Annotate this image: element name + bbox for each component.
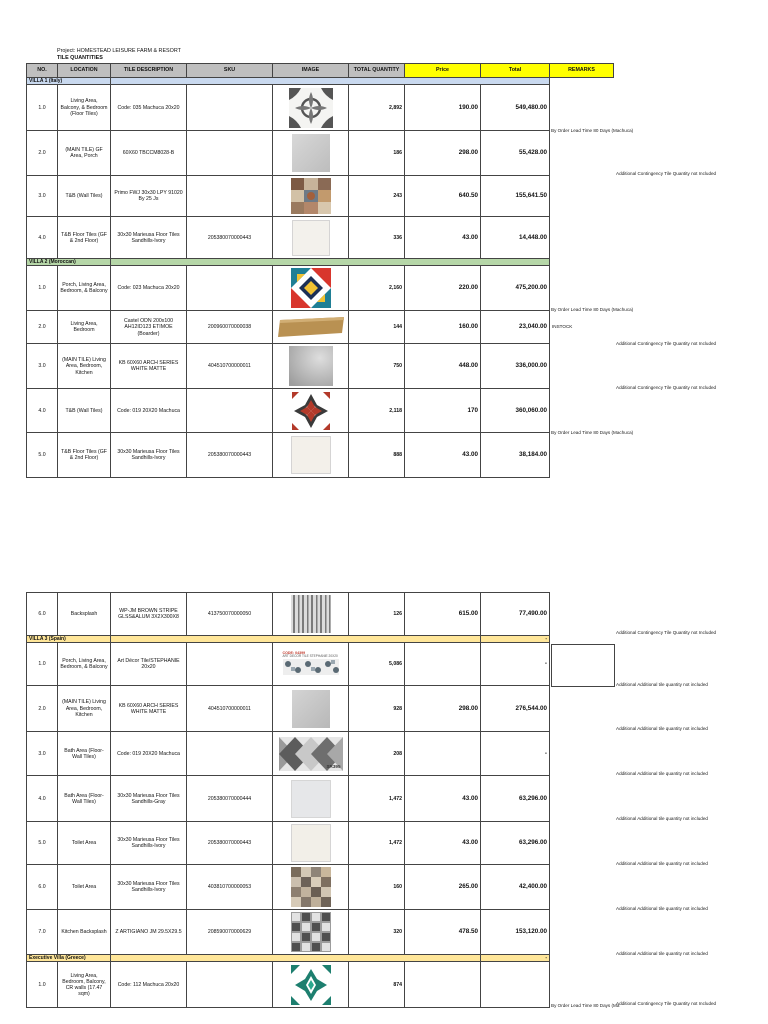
row-price: 265.00	[405, 865, 481, 910]
row-total: 77,490.00	[481, 593, 550, 636]
row-sku: 205380070000443	[187, 822, 273, 865]
row-description: Z ARTIGIANO JM 29.5X29.5	[111, 910, 187, 955]
row-description: Code: 019 20X20 Machuca	[111, 732, 187, 776]
row-quantity: 186	[349, 131, 405, 176]
section-row	[27, 259, 614, 266]
row-image	[273, 266, 349, 311]
remark-contingency: Additional Contingency Tile Quantity not Included	[616, 171, 717, 176]
table-row	[27, 776, 614, 822]
row-total: 23,040.00	[481, 311, 550, 344]
table-row	[27, 389, 614, 433]
wood-plank-tile-image	[278, 317, 344, 337]
row-quantity: 928	[349, 686, 405, 732]
row-description: 30x30 Marieusa Floor Tiles Sandhills-Ivory	[111, 433, 187, 478]
table-row	[27, 686, 614, 732]
row-description: Castel ODN 200x100 AH12ID123 ETIMOE (Boarder)	[111, 311, 187, 344]
gray-matte-tile-image	[292, 690, 330, 728]
remark-additional: Additional Additional tile quantity not included	[616, 906, 708, 911]
row-location: Living Area, Bedroom, Balcony, CR walls (17.47 sqm)	[58, 962, 111, 1008]
row-total: 63,296.00	[481, 822, 550, 865]
gray-geometric-tile-image	[279, 737, 343, 771]
table-row	[27, 85, 614, 131]
mosaic-square-tile-image	[291, 912, 331, 952]
row-no: 4.0	[27, 389, 58, 433]
row-description: Code: 035 Machuca 20x20	[111, 85, 187, 131]
ivory-tile-image	[291, 436, 331, 474]
row-price: 298.00	[405, 686, 481, 732]
row-price: 43.00	[405, 433, 481, 478]
row-image	[273, 732, 349, 776]
row-total: -	[481, 732, 550, 776]
row-location: Bath Area (Floor-Wall Tiles)	[58, 732, 111, 776]
row-description: 30x30 Marieusa Floor Tiles Sandhills-Ivory	[111, 822, 187, 865]
section-title-executive: Executive Villa (Greece)	[27, 955, 111, 962]
row-location: (MAIN TILE) Living Area, Bedroom, Kitchen	[58, 344, 111, 389]
row-image	[273, 433, 349, 478]
row-no: 3.0	[27, 176, 58, 217]
row-price: 615.00	[405, 593, 481, 636]
row-description: 30x30 Marieusa Floor Tiles Sandhills-Ivory	[111, 217, 187, 259]
row-no: 5.0	[27, 433, 58, 478]
row-total: 549,480.00	[481, 85, 550, 131]
row-price: 43.00	[405, 217, 481, 259]
remark-lead-time: By Order Lead Time 80 Days (Machuca)	[551, 430, 634, 435]
section-fill	[111, 636, 481, 643]
row-quantity: 5,086	[349, 643, 405, 686]
row-image	[273, 311, 349, 344]
row-location: Bath Area (Floor-Wall Tiles)	[58, 776, 111, 822]
section-dash: -	[481, 636, 550, 643]
patchwork-tile-image	[291, 867, 331, 907]
row-total: 475,200.00	[481, 266, 550, 311]
col-quantity: TOTAL QUANTITY	[349, 64, 405, 78]
row-sku	[187, 962, 273, 1008]
table-row	[27, 732, 614, 776]
row-image	[273, 865, 349, 910]
section-title-villa2: VILLA 2 (Moroccan)	[27, 259, 111, 266]
row-sku: 413750070000050	[187, 593, 273, 636]
row-description: KB 60X60 ARCH SERIES WHITE MATTE	[111, 344, 187, 389]
rustic-mosaic-tile-image	[291, 178, 331, 214]
row-price: 43.00	[405, 822, 481, 865]
row-quantity: 1,472	[349, 776, 405, 822]
row-sku	[187, 176, 273, 217]
table-row	[27, 593, 614, 636]
row-sku: 403810700000053	[187, 865, 273, 910]
table-row	[27, 822, 614, 865]
row-sku	[187, 131, 273, 176]
ivory-tile-image	[291, 824, 331, 862]
row-no: 2.0	[27, 311, 58, 344]
row-sku	[187, 643, 273, 686]
stephanie-tile-image	[283, 651, 339, 677]
row-quantity: 888	[349, 433, 405, 478]
row-no: 1.0	[27, 643, 58, 686]
row-price	[405, 643, 481, 686]
row-image	[273, 686, 349, 732]
row-sku	[187, 85, 273, 131]
row-quantity: 2,118	[349, 389, 405, 433]
teal-star-tile-image	[291, 965, 331, 1005]
row-sku: 205380070000444	[187, 776, 273, 822]
tile-code: CODE: 04399	[282, 651, 306, 656]
col-location: LOCATION	[58, 64, 111, 78]
gray-arch-tile-image	[289, 346, 333, 386]
floral-pattern-tile-image	[289, 88, 333, 128]
row-price: 43.00	[405, 776, 481, 822]
stephanie-pattern-icon	[283, 659, 339, 675]
col-description: TILE DESCRIPTION	[111, 64, 187, 78]
section-row	[27, 955, 614, 962]
section-title-villa1: VILLA 1 (Italy)	[27, 78, 111, 85]
row-sku	[187, 389, 273, 433]
row-quantity: 336	[349, 217, 405, 259]
table-row	[27, 131, 614, 176]
row-no: 3.0	[27, 344, 58, 389]
row-quantity: 320	[349, 910, 405, 955]
row-no: 1.0	[27, 962, 58, 1008]
row-sku	[187, 266, 273, 311]
row-total: 276,544.00	[481, 686, 550, 732]
row-total: -	[481, 643, 550, 686]
row-total: 42,400.00	[481, 865, 550, 910]
row-sku: 205380070000443	[187, 217, 273, 259]
col-no: NO.	[27, 64, 58, 78]
row-location: Porch, Living Area, Bedroom, & Balcony	[58, 643, 111, 686]
remark-additional: Additional Additional tile quantity not included	[616, 771, 708, 776]
remark-contingency: Additional Contingency Tile Quantity not Included	[616, 1001, 717, 1006]
row-description: Art Décor Tile/STEPHANIE 20x20	[111, 643, 187, 686]
row-sku: 205380070000443	[187, 433, 273, 478]
remark-additional: Additional Additional tile quantity not included	[616, 726, 708, 731]
table-row	[27, 344, 614, 389]
row-price: 170	[405, 389, 481, 433]
red-star-tile-image	[292, 392, 330, 430]
row-location: Porch, Living Area, Bedroom, & Balcony	[58, 266, 111, 311]
row-price: 298.00	[405, 131, 481, 176]
tile-caption: ART DECOR TILE STEPHANIE 20X20	[282, 654, 338, 659]
row-location: T&B (Wall Tiles)	[58, 389, 111, 433]
table-row	[27, 865, 614, 910]
row-no: 4.0	[27, 217, 58, 259]
row-location: T&B Floor Tiles (GF & 2nd Floor)	[58, 433, 111, 478]
row-total: 360,060.00	[481, 389, 550, 433]
row-location: T&B (Wall Tiles)	[58, 176, 111, 217]
row-total: 38,184.00	[481, 433, 550, 478]
tile-table-page-2	[26, 592, 614, 1008]
row-image	[273, 643, 349, 686]
row-price	[405, 732, 481, 776]
row-location: (MAIN TILE) Living Area, Bedroom, Kitchen	[58, 686, 111, 732]
col-sku: SKU	[187, 64, 273, 78]
remark-lead-time: By Order Lead Time 80 Days (Ma	[551, 1003, 620, 1008]
row-description: Code: 112 Machuca 20x20	[111, 962, 187, 1008]
tile-table-page-1	[26, 63, 614, 478]
row-total: 153,120.00	[481, 910, 550, 955]
table-row	[27, 217, 614, 259]
col-remarks: REMARKS	[550, 64, 614, 78]
row-location: (MAIN TILE) GF Area, Porch	[58, 131, 111, 176]
row-sku: 200960070000038	[187, 311, 273, 344]
row-no: 6.0	[27, 593, 58, 636]
row-image	[273, 776, 349, 822]
section-title-villa3: VILLA 3 (Spain)	[27, 636, 111, 643]
remark-lead-time: By Order Lead Time 80 Days (Machuca)	[551, 128, 634, 133]
section-row	[27, 78, 614, 85]
row-total: 55,428.00	[481, 131, 550, 176]
row-no: 7.0	[27, 910, 58, 955]
row-location: Kitchen Backsplash	[58, 910, 111, 955]
moroccan-geometric-tile-image	[291, 268, 331, 308]
row-sku: 404510700000011	[187, 686, 273, 732]
remark-lead-time: By Order Lead Time 80 Days (Machuca)	[551, 307, 634, 312]
table-row	[27, 266, 614, 311]
row-total: 336,000.00	[481, 344, 550, 389]
light-gray-tile-image	[291, 780, 331, 818]
row-location: Toilet Area	[58, 822, 111, 865]
remark-contingency: Additional Contingency Tile Quantity not Included	[616, 385, 717, 390]
col-total: Total	[481, 64, 550, 78]
section-fill	[111, 78, 550, 85]
row-total: 155,641.50	[481, 176, 550, 217]
row-image	[273, 910, 349, 955]
row-no: 3.0	[27, 732, 58, 776]
row-description: 60X60 TBCCM8028-B	[111, 131, 187, 176]
row-quantity: 874	[349, 962, 405, 1008]
row-quantity: 144	[349, 311, 405, 344]
row-no: 6.0	[27, 865, 58, 910]
ivory-tile-image	[292, 220, 330, 256]
row-no: 1.0	[27, 85, 58, 131]
remark-contingency: Additional Contingency Tile Quantity not Included	[616, 630, 717, 635]
row-price: 190.00	[405, 85, 481, 131]
gray-matte-tile-image	[292, 134, 330, 172]
row-location: T&B Floor Tiles (GF & 2nd Floor)	[58, 217, 111, 259]
remark-contingency: Additional Contingency Tile Quantity not Included	[616, 341, 717, 346]
row-no: 4.0	[27, 776, 58, 822]
col-price: Price	[405, 64, 481, 78]
doc-title: TILE QUANTITIES	[57, 55, 103, 61]
table-row	[27, 311, 614, 344]
row-location: Living Area, Balcony, & Bedroom (Floor Tiles)	[58, 85, 111, 131]
row-quantity: 126	[349, 593, 405, 636]
row-image	[273, 85, 349, 131]
row-image	[273, 389, 349, 433]
row-quantity: 2,892	[349, 85, 405, 131]
row-image	[273, 217, 349, 259]
table-row	[27, 910, 614, 955]
row-description: 30x30 Marieusa Floor Tiles Sandhills-Gray	[111, 776, 187, 822]
row-location: Toilet Area	[58, 865, 111, 910]
table-row	[27, 962, 614, 1008]
table-row	[27, 643, 614, 686]
row-description: 30x30 Marieusa Floor Tiles Sandhills-Ivory	[111, 865, 187, 910]
row-price: 220.00	[405, 266, 481, 311]
stripe-glass-tile-image	[291, 595, 331, 633]
row-no: 1.0	[27, 266, 58, 311]
section-dash: -	[481, 955, 550, 962]
row-total: 63,296.00	[481, 776, 550, 822]
table-row	[27, 176, 614, 217]
row-description: Code: 023 Machuca 20x20	[111, 266, 187, 311]
table-row	[27, 433, 614, 478]
row-image	[273, 593, 349, 636]
row-image	[273, 962, 349, 1008]
row-location: Living Area, Bedroom	[58, 311, 111, 344]
remark-additional: Additional Additional tile quantity not included	[616, 951, 708, 956]
section-fill	[111, 955, 481, 962]
row-image	[273, 176, 349, 217]
remark-instock: INSTOCK	[552, 324, 573, 330]
row-image	[273, 822, 349, 865]
remark-additional: Additional Additional tile quantity not included	[616, 861, 708, 866]
row-description: Primo FWJ 30x30 LPY 91020 By 25 Js	[111, 176, 187, 217]
row-image	[273, 131, 349, 176]
row-total: 14,448.00	[481, 217, 550, 259]
header-row	[27, 64, 614, 78]
row-quantity: 2,160	[349, 266, 405, 311]
row-sku	[187, 732, 273, 776]
row-quantity: 160	[349, 865, 405, 910]
project-title: Project: HOMESTEAD LEISURE FARM & RESORT	[57, 48, 181, 54]
remarks-box	[551, 644, 615, 687]
section-fill	[111, 259, 550, 266]
row-quantity: 750	[349, 344, 405, 389]
tile-code: SR395	[326, 763, 341, 769]
remark-additional: Additional Additional tile quantity not included	[616, 682, 708, 687]
row-location: Backsplash	[58, 593, 111, 636]
row-image	[273, 344, 349, 389]
row-no: 2.0	[27, 686, 58, 732]
row-price: 478.50	[405, 910, 481, 955]
row-no: 5.0	[27, 822, 58, 865]
remark-additional: Additional Additional tile quantity not included	[616, 816, 708, 821]
row-quantity: 243	[349, 176, 405, 217]
col-image: IMAGE	[273, 64, 349, 78]
row-price: 640.50	[405, 176, 481, 217]
row-price: 448.00	[405, 344, 481, 389]
row-price	[405, 962, 481, 1008]
row-total	[481, 962, 550, 1008]
row-price: 160.00	[405, 311, 481, 344]
row-quantity: 1,472	[349, 822, 405, 865]
row-description: KB 60X60 ARCH SERIES WHITE MATTE	[111, 686, 187, 732]
row-description: WP-JM BROWN STRIPE GLSS&ALUM 3X2X300X8	[111, 593, 187, 636]
row-no: 2.0	[27, 131, 58, 176]
row-description: Code: 019 20X20 Machuca	[111, 389, 187, 433]
row-sku: 404510700000011	[187, 344, 273, 389]
row-quantity: 208	[349, 732, 405, 776]
row-sku: 208590070000629	[187, 910, 273, 955]
section-row	[27, 636, 614, 643]
